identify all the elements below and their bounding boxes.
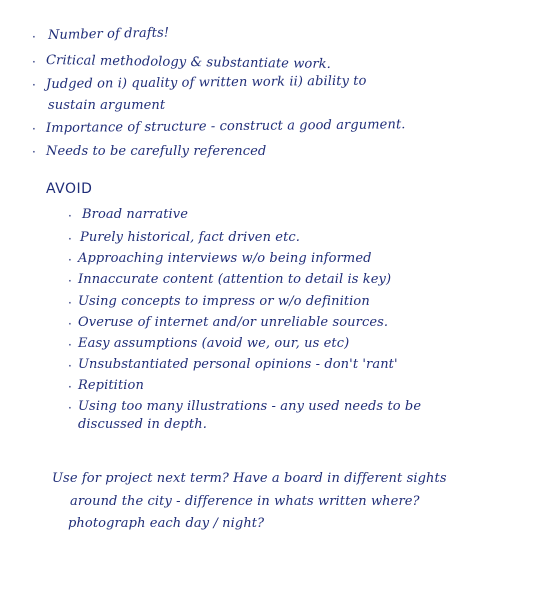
avoid-item: Purely historical, fact driven etc. xyxy=(80,230,301,245)
note-line: photograph each day / night? xyxy=(68,516,265,531)
avoid-item: Using too many illustrations - any used needs to be xyxy=(78,399,422,414)
bullet-marker: · xyxy=(68,317,72,331)
bullet-marker: · xyxy=(32,78,36,92)
bullet-marker: · xyxy=(68,380,72,394)
list-item: Number of drafts! xyxy=(47,25,170,43)
list-item: Importance of structure - construct a good argument. xyxy=(45,117,406,136)
avoid-heading: AVOID xyxy=(46,181,93,197)
bullet-marker: · xyxy=(32,145,36,159)
bullet-marker: · xyxy=(68,296,72,310)
bullet-marker: · xyxy=(68,401,72,415)
list-item-continuation: sustain argument xyxy=(48,98,166,113)
list-item: Judged on i) quality of written work ii) ability to xyxy=(45,73,367,92)
list-item: Needs to be carefully referenced xyxy=(46,144,267,159)
bullet-marker: · xyxy=(68,338,72,352)
avoid-item: Broad narrative xyxy=(82,207,189,222)
bullet-marker: · xyxy=(68,209,72,223)
avoid-item: Using concepts to impress or w/o definition xyxy=(78,294,370,309)
bullet-marker: · xyxy=(32,30,36,44)
list-item: Critical methodology & substantiate work. xyxy=(45,53,332,72)
avoid-item: Innaccurate content (attention to detail is key) xyxy=(78,272,392,287)
avoid-item: Repitition xyxy=(78,378,144,393)
avoid-item: Approaching interviews w/o being informed xyxy=(78,251,372,266)
bullet-marker: · xyxy=(68,359,72,373)
bullet-marker: · xyxy=(68,253,72,267)
avoid-item: Easy assumptions (avoid we, our, us etc) xyxy=(78,336,350,351)
avoid-item-continuation: discussed in depth. xyxy=(78,417,207,432)
avoid-item: Overuse of internet and/or unreliable sources. xyxy=(78,315,389,330)
note-line: around the city - difference in whats written where? xyxy=(70,494,420,509)
bullet-marker: · xyxy=(68,232,72,246)
bullet-marker: · xyxy=(32,55,36,69)
bullet-marker: · xyxy=(68,274,72,288)
avoid-item: Unsubstantiated personal opinions - don't 'rant' xyxy=(78,357,398,372)
bullet-marker: · xyxy=(32,122,36,136)
note-line: Use for project next term? Have a board in different sights xyxy=(52,471,447,486)
